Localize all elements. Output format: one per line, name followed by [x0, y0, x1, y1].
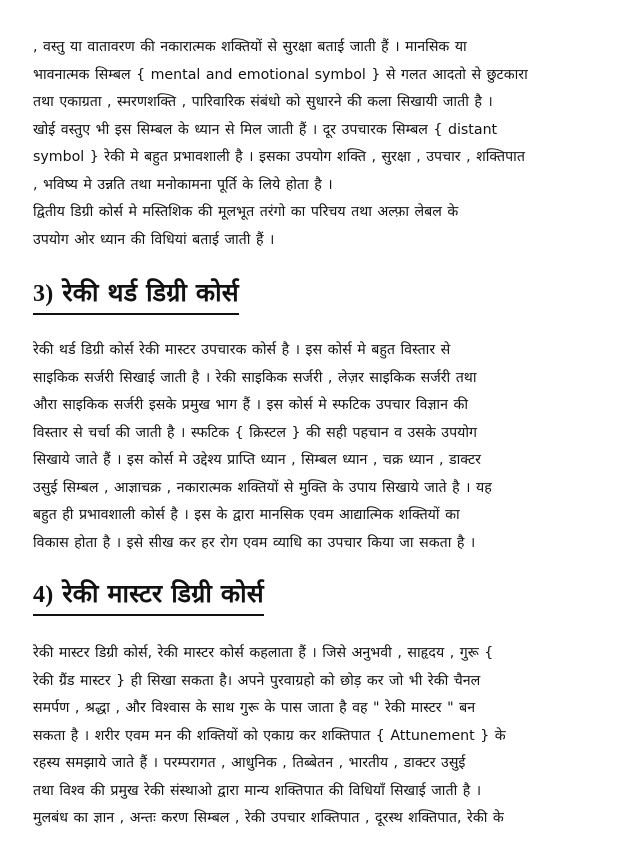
text-line: विस्तार से चर्चा की जाती है । स्फटिक { क्रिस्टल } की सही पहचान व उसके उपयोग	[33, 424, 478, 441]
text-line: सिखाये जाते हैं । इस कोर्स मे उद्देश्य प्राप्ति ध्यान , सिम्बल ध्यान , चक्र ध्यान , डाक्टर	[33, 452, 481, 468]
text-line: मुलबंध का ज्ञान , अन्तः करण सिम्बल , रेकी उपचार शक्तिपात , दूरस्थ शक्तिपात, रेकी के	[33, 810, 504, 826]
text-line: विकास होता है । इसे सीख कर हर रोग एवम व्याधि का उपचार किया जा सकता है ।	[33, 534, 476, 551]
section-3-paragraph	[33, 337, 607, 557]
text-line: symbol } रेकी मे बहुत प्रभावशाली है । इसका उपयोग शक्ति , सुरक्षा , उपचार , शक्तिपात	[33, 149, 525, 165]
section-3-title: रेकी थर्ड डिग्री कोर्स	[62, 278, 239, 307]
text-line: बहुत ही प्रभावशाली कोर्स है । इस के द्वारा मानसिक एवम आद्यात्मिक शक्तियों का	[33, 507, 460, 523]
text-line: रेकी ग्रैंड मास्टर } ही सिखा सकता है। अपने पुरवाग्रहो को छोड़ कर जो भी रेकी चैनल	[33, 672, 481, 689]
text-line: उपयोग ओर ध्यान की विधियां बताई जाती हैं ।	[33, 231, 275, 248]
section-4-number: 4)	[33, 582, 54, 608]
section-4-heading	[33, 577, 264, 616]
text-line: भावनात्मक सिम्बल { mental and emotional symbol } से गलत आदतो से छुटकारा	[33, 66, 528, 83]
text-line: साइकिक सर्जरी सिखाई जाती है । रेकी साइकिक सर्जरी , लेज़र साइकिक सर्जरी तथा	[33, 369, 477, 386]
section-4-heading-wrap	[33, 577, 607, 616]
text-line: उसुई सिम्बल , आज्ञाचक्र , नकारात्मक शक्तियों से मुक्ति के उपाय सिखाये जाते है । यह	[33, 479, 492, 496]
text-line: औरा साइकिक सर्जरी इसके प्रमुख भाग हैं । इस कोर्स मे स्फटिक उपचार विज्ञान की	[33, 397, 469, 413]
section-3-number: 3)	[33, 281, 54, 307]
section-4-paragraph	[33, 640, 607, 833]
text-line: समर्पण , श्रद्धा , और विश्वास के साथ गुरू के पास जाता है वह " रेकी मास्टर " बन	[33, 700, 476, 716]
section-3-heading-wrap	[33, 276, 607, 315]
text-line: रेकी मास्टर डिग्री कोर्स, रेकी मास्टर कोर्स कहलाता हैं । जिसे अनुभवी , साहृदय , गुरू {	[33, 645, 494, 661]
text-line: सकता है । शरीर एवम मन की शक्तियों को एकाग्र कर शक्तिपात { Attunement } के	[33, 727, 506, 744]
text-line: रेकी थर्ड डिग्री कोर्स रेकी मास्टर उपचारक कोर्स है । इस कोर्स मे बहुत विस्तार से	[33, 342, 451, 358]
text-line: खोई वस्तुए भी इस सिम्बल के ध्यान से मिल जाती हैं । दूर उपचारक सिम्बल { distant	[33, 121, 498, 138]
text-line: तथा विश्व की प्रमुख रेकी संस्थाओ द्वारा मान्य शक्तिपात की विधियाँ सिखाई जाती है ।	[33, 782, 482, 799]
section-3-heading	[33, 276, 239, 315]
text-line: रहस्य समझाये जाते हैं । परम्परागत , आधुनिक , तिब्बेतन , भारतीय , डाक्टर उसुई	[33, 755, 466, 771]
text-line: तथा एकाग्रता , स्मरणशक्ति , पारिवारिक संबंधो को सुधारने की कला सिखायी जाती है ।	[33, 94, 493, 110]
text-line: , वस्तु या वातावरण की नकारात्मक शक्तियों से सुरक्षा बताई जाती हैं । मानसिक या	[33, 39, 467, 55]
intro-paragraph	[33, 34, 607, 254]
text-line: द्वितीय डिग्री कोर्स मे मस्तिशिक की मूलभूत तरंगो का परिचय तथा अल्फ़ा लेबल के	[33, 204, 459, 220]
section-4-title: रेकी मास्टर डिग्री कोर्स	[62, 579, 264, 608]
text-line: , भविष्य मे उन्नति तथा मनोकामना पूर्ति के लिये होता है ।	[33, 176, 333, 193]
